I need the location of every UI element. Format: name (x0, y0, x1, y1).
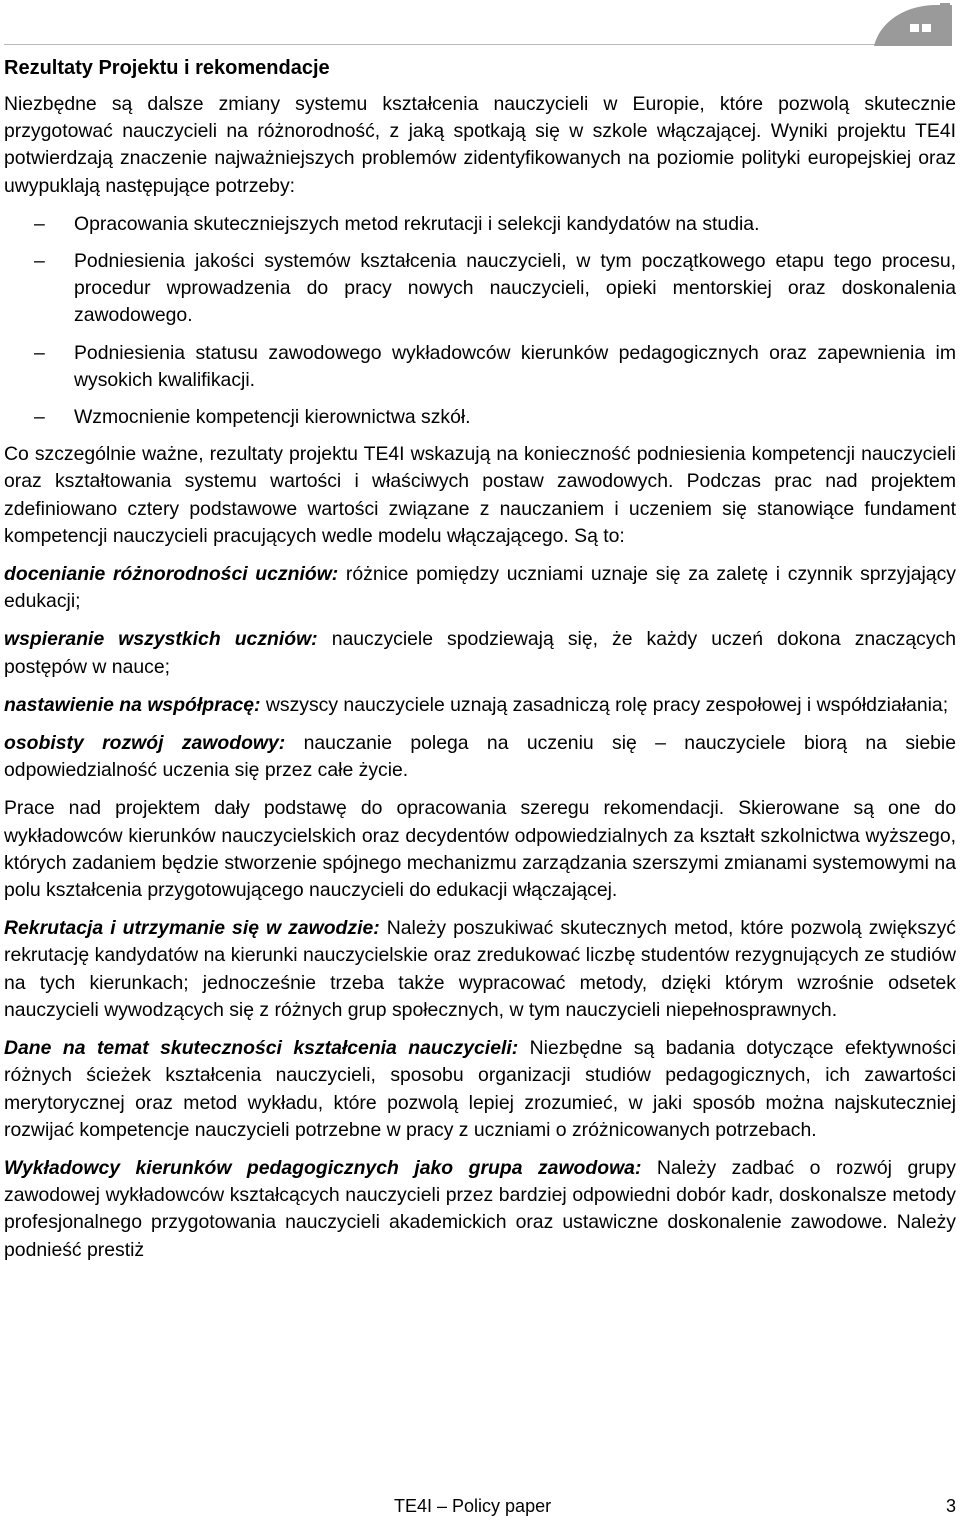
value-paragraph (4, 692, 956, 719)
recommendation-text: Należy poszukiwać skutecznych metod, które pozwolą zwiększyć rekrutację kandydatów na kierunki nauczycielskie oraz zredukować liczbę studentów rezygnujących ze studiów na tych kierunkach; jednocześnie trzeba także wypracować metody, dzięki którym wzrośnie odsetek nauczycieli wywodzących się z różnych grup społecznych, w tym nauczycieli niepełnosprawnych. (4, 917, 956, 1021)
recommendation-term: Wykładowcy kierunków pedagogicznych jako grupa zawodowa: (4, 1156, 642, 1179)
page-footer (0, 1496, 960, 1520)
recommendation-term: Rekrutacja i utrzymanie się w zawodzie: (4, 917, 380, 940)
recommendation-text: Niezbędne są badania dotyczące efektywności różnych ścieżek kształcenia nauczycieli, sposobu organizacji studiów pedagogicznych, ich zawartości merytorycznej oraz metod wykładu, które pozwolą lepiej zrozumieć, w jaki sposób można najskuteczniej rozwijać kompetencje nauczycieli potrzebne w pracy z uczniami o zróżnicowanych potrzebach. (4, 1037, 956, 1141)
dash-marker: – (34, 341, 45, 364)
value-text: wszyscy nauczyciele uznają zasadniczą rolę pracy zespołowej i współdziałania; (260, 693, 949, 716)
dash-marker: – (34, 250, 45, 273)
list-item (4, 248, 956, 330)
value-text: nauczanie polega na uczeniu się – nauczyciele biorą na siebie odpowiedzialność uczenia się przez całe życie. (4, 732, 956, 782)
needs-list (4, 211, 956, 431)
list-item (4, 340, 956, 394)
value-paragraph (4, 561, 956, 615)
recommendation-paragraph (4, 915, 956, 1024)
value-term: wspieranie wszystkich uczniów: (4, 628, 318, 651)
value-term: docenianie różnorodności uczniów: (4, 563, 339, 586)
dash-marker: – (34, 212, 45, 235)
value-paragraph (4, 626, 956, 680)
values-intro-paragraph: Co szczególnie ważne, rezultaty projektu TE4I wskazują na konieczność podniesienia kompetencji nauczycieli oraz kształtowania systemu wartości i właściwych postaw zawodowych. Podczas prac nad projektem zdefiniowano cztery podstawowe wartości związane z nauczaniem i uczeniem się stanowiące fundament kompetencji nauczycieli pracujących wedle modelu włączającego. Są to: (4, 443, 956, 547)
list-item (4, 211, 956, 238)
recommendation-text: Należy zadbać o rozwój grupy zawodowej wykładowców kształcących nauczycieli przez bardziej odpowiedni dobór kadr, doskonalsze metody profesjonalnego przygotowania nauczycieli akademickich oraz ustawiczne doskonalenie zawodowe. Należy podnieść prestiż (4, 1156, 956, 1261)
section-heading: Rezultaty Projektu i rekomendacje (4, 57, 330, 79)
list-item-text: Podniesienia jakości systemów kształcenia nauczycieli, w tym początkowego etapu tego procesu, procedur wprowadzenia do pracy nowych nauczycieli, opieki mentorskiej oraz doskonalenia zawodowego. (74, 250, 956, 327)
recommendation-paragraph (4, 1155, 956, 1264)
document-body (4, 55, 956, 1275)
value-text: nauczyciele spodziewają się, że każdy uczeń dokona znaczących postępów w nauce; (4, 628, 957, 678)
header-decoration-icon (874, 0, 960, 46)
list-item-text: Podniesienia statusu zawodowego wykładowców kierunków pedagogicznych oraz zapewnienia im wysokich kwalifikacji. (74, 341, 956, 391)
value-term: nastawienie na współpracę: (4, 693, 261, 716)
value-paragraph (4, 730, 956, 784)
page-number: 3 (945, 1496, 956, 1516)
recommendations-intro-paragraph: Prace nad projektem dały podstawę do opracowania szeregu rekomendacji. Skierowane są one do wykładowców kierunków nauczycielskich oraz decydentów odpowiedzialnych za kształt szkolnictwa wyższego, których zadaniem będzie stworzenie spójnego mechanizmu zarządzania szerszymi zmianami systemowymi na polu kształcenia przygotowującego nauczycieli do edukacji włączającej. (4, 797, 956, 902)
dash-marker: – (34, 406, 45, 429)
value-term: osobisty rozwój zawodowy: (4, 732, 286, 755)
list-item-text: Opracowania skuteczniejszych metod rekrutacji i selekcji kandydatów na studia. (74, 212, 760, 235)
footer-title: TE4I – Policy paper (394, 1496, 552, 1516)
recommendation-term: Dane na temat skuteczności kształcenia nauczycieli: (4, 1037, 519, 1060)
value-text: różnice pomiędzy uczniami uznaje się za zaletę i czynnik sprzyjający edukacji; (4, 563, 956, 613)
list-item-text: Wzmocnienie kompetencji kierownictwa szkół. (74, 406, 471, 429)
recommendation-paragraph (4, 1035, 956, 1144)
header-rule (4, 44, 900, 45)
list-item (4, 404, 956, 431)
intro-paragraph: Niezbędne są dalsze zmiany systemu kształcenia nauczycieli w Europie, które pozwolą skutecznie przygotować nauczycieli na różnorodność, z jaką spotkają się w szkole włączającej. Wyniki projektu TE4I potwierdzają znaczenie najważniejszych problemów zidentyfikowanych na poziomie polityki europejskiej oraz uwypuklają następujące potrzeby: (4, 93, 956, 197)
